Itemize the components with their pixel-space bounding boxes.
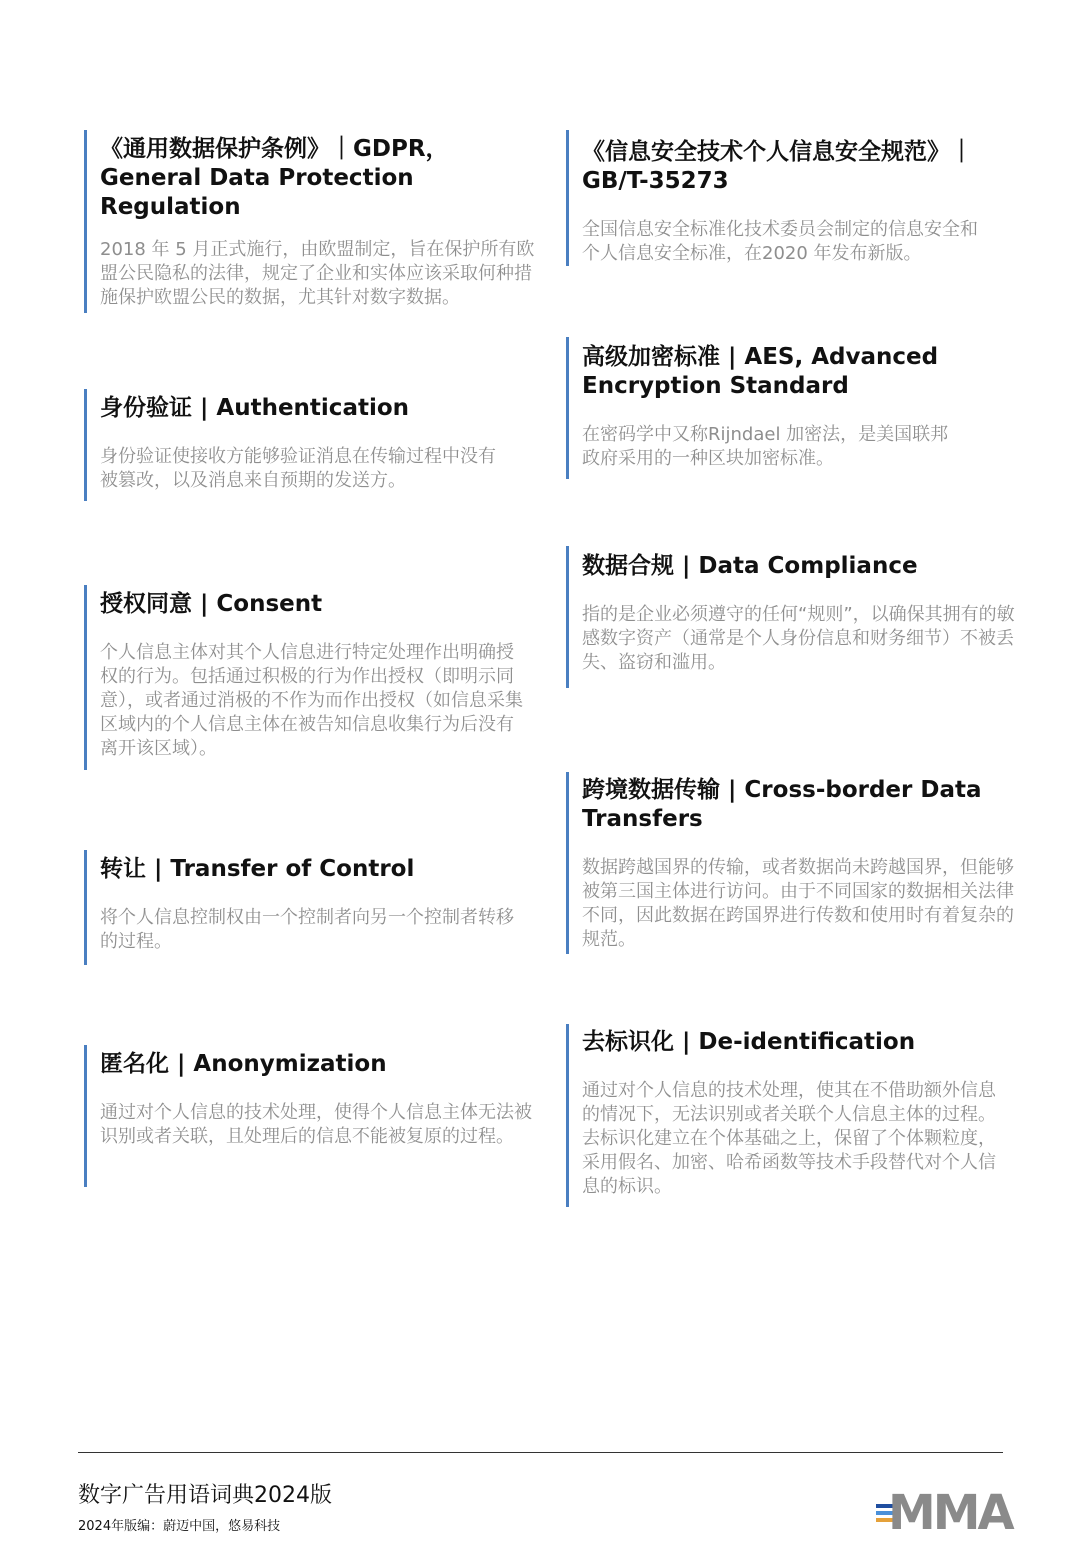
entry-definition: 将个人信息控制权由一个控制者向另一个控制者转移的过程。 <box>100 907 514 952</box>
entry-term: 高级加密标准 | AES, Advanced Encryption Standard <box>582 344 939 399</box>
footer-divider <box>78 1452 1003 1453</box>
mma-logo <box>876 1488 1022 1532</box>
entry-term: 身份验证 | Authentication <box>100 395 410 421</box>
glossary-entry-gb-t-35273 <box>566 130 991 266</box>
footer-subtitle: 2024年版编：蔚迈中国，悠易科技 <box>78 1519 281 1534</box>
glossary-entry-data-compliance <box>566 546 1028 688</box>
entry-term: 数据合规 | Data Compliance <box>582 553 918 579</box>
entry-definition: 全国信息安全标准化技术委员会制定的信息安全和个人信息安全标准，在2020 年发布新版。 <box>582 219 978 264</box>
glossary-entry-aes <box>566 337 966 479</box>
entry-definition: 个人信息主体对其个人信息进行特定处理作出明确授权的行为。包括通过积极的行为作出授权（即明示同意），或者通过消极的不作为而作出授权（如信息采集区域内的个人信息主体在被告知信息收集行为后没有离开该区域）。 <box>100 642 523 759</box>
entry-term: 去标识化 | De-identification <box>582 1029 916 1055</box>
entry-definition: 2018 年 5 月正式施行，由欧盟制定，旨在保护所有欧盟公民隐私的法律，规定了企业和实体应该采取何种措施保护欧盟公民的数据，尤其针对数字数据。 <box>100 239 535 308</box>
entry-term: 《通用数据保护条例》｜GDPR，General Data Protection Regulation <box>100 136 449 220</box>
entry-definition: 通过对个人信息的技术处理，使其在不借助额外信息的情况下，无法识别或者关联个人信息主体的过程。去标识化建立在个体基础之上，保留了个体颗粒度，采用假名、加密、哈希函数等技术手段替代对个人信息的标识。 <box>582 1080 996 1197</box>
entry-term: 授权同意 | Consent <box>100 591 323 617</box>
glossary-entry-authentication <box>84 389 504 501</box>
entry-definition: 在密码学中又称Rijndael 加密法，是美国联邦政府采用的一种区块加密标准。 <box>582 424 949 469</box>
entry-definition: 数据跨越国界的传输，或者数据尚未跨越国界，但能够被第三国主体进行访问。由于不同国家的数据相关法律不同，因此数据在跨国界进行传数和使用时有着复杂的规范。 <box>582 857 1014 950</box>
glossary-entry-de-identification <box>566 1024 1006 1207</box>
footer-title: 数字广告用语词典2024版 <box>78 1483 332 1508</box>
entry-term: 转让 | Transfer of Control <box>100 856 415 882</box>
entry-definition: 指的是企业必须遵守的任何“规则”，以确保其拥有的敏感数字资产（通常是个人身份信息和财务细节）不被丢失、盗窃和滥用。 <box>582 604 1015 673</box>
glossary-entry-anonymization <box>84 1045 544 1187</box>
glossary-entry-consent <box>84 585 524 770</box>
glossary-entry-transfer-of-control <box>84 850 524 965</box>
glossary-entry-gdpr <box>84 130 542 313</box>
glossary-entry-cross-border-data-transfers <box>566 772 1028 954</box>
entry-definition: 通过对个人信息的技术处理，使得个人信息主体无法被识别或者关联，且处理后的信息不能被复原的过程。 <box>100 1102 532 1147</box>
entry-definition: 身份验证使接收方能够验证消息在传输过程中没有被篡改，以及消息来自预期的发送方。 <box>100 446 496 491</box>
entry-term: 跨境数据传输 | Cross-border Data Transfers <box>582 777 982 832</box>
logo-wordmark: MMA <box>888 1488 1012 1532</box>
entry-term: 匿名化 | Anonymization <box>100 1051 387 1077</box>
entry-term: 《信息安全技术个人信息安全规范》｜GB/T-35273 <box>582 139 973 194</box>
